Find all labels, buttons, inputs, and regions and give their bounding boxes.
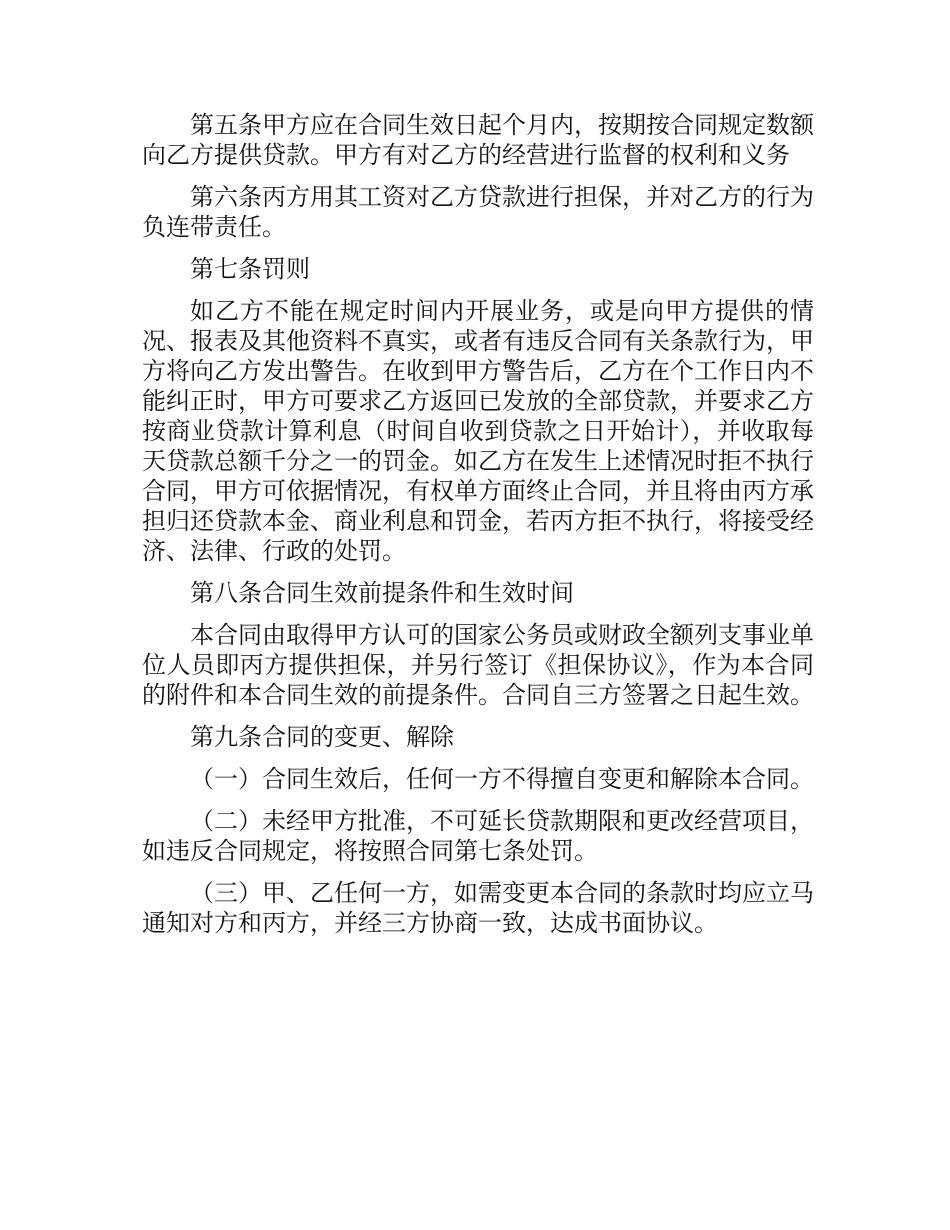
document-page: [142, 110, 814, 950]
article-7-penalty-paragraph: 如乙方不能在规定时间内开展业务，或是向甲方提供的情况、报表及其他资料不真实，或者有违反合同有关条款行为，甲方将向乙方发出警告。在收到甲方警告后，乙方在个工作日内不能纠正时，甲方可要求乙方返回已发放的全部贷款，并要求乙方按商业贷款计算利息（时间自收到贷款之日开始计），并收取每天贷款总额千分之一的罚金。如乙方在发生上述情况时拒不执行合同，甲方可依据情况，有权单方面终止合同，并且将由丙方承担归还贷款本金、商业利息和罚金，若丙方拒不执行，将接受经济、法律、行政的处罚。: [142, 297, 814, 565]
article-9-heading: 第九条合同的变更、解除: [190, 723, 454, 751]
article-9-clause-2: （二）未经甲方批准，不可延长贷款期限和更改经营项目，如违反合同规定，将按照合同第七条处罚。: [142, 807, 814, 865]
article-8-heading: 第八条合同生效前提条件和生效时间: [190, 579, 574, 607]
article-9-clause-1: （一）合同生效后，任何一方不得擅自变更和解除本合同。: [190, 765, 814, 793]
article-5-paragraph: 第五条甲方应在合同生效日起个月内，按期按合同规定数额向乙方提供贷款。甲方有对乙方的经营进行监督的权利和义务: [142, 111, 814, 169]
article-6-paragraph: 第六条丙方用其工资对乙方贷款进行担保，并对乙方的行为负连带责任。: [142, 183, 814, 241]
article-7-heading: 第七条罚则: [190, 255, 310, 283]
article-8-paragraph: 本合同由取得甲方认可的国家公务员或财政全额列支事业单位人员即丙方提供担保，并另行签订《担保协议》，作为本合同的附件和本合同生效的前提条件。合同自三方签署之日起生效。: [142, 621, 814, 709]
article-9-clause-3: （三）甲、乙任何一方，如需变更本合同的条款时均应立马通知对方和丙方，并经三方协商一致，达成书面协议。: [142, 879, 814, 937]
